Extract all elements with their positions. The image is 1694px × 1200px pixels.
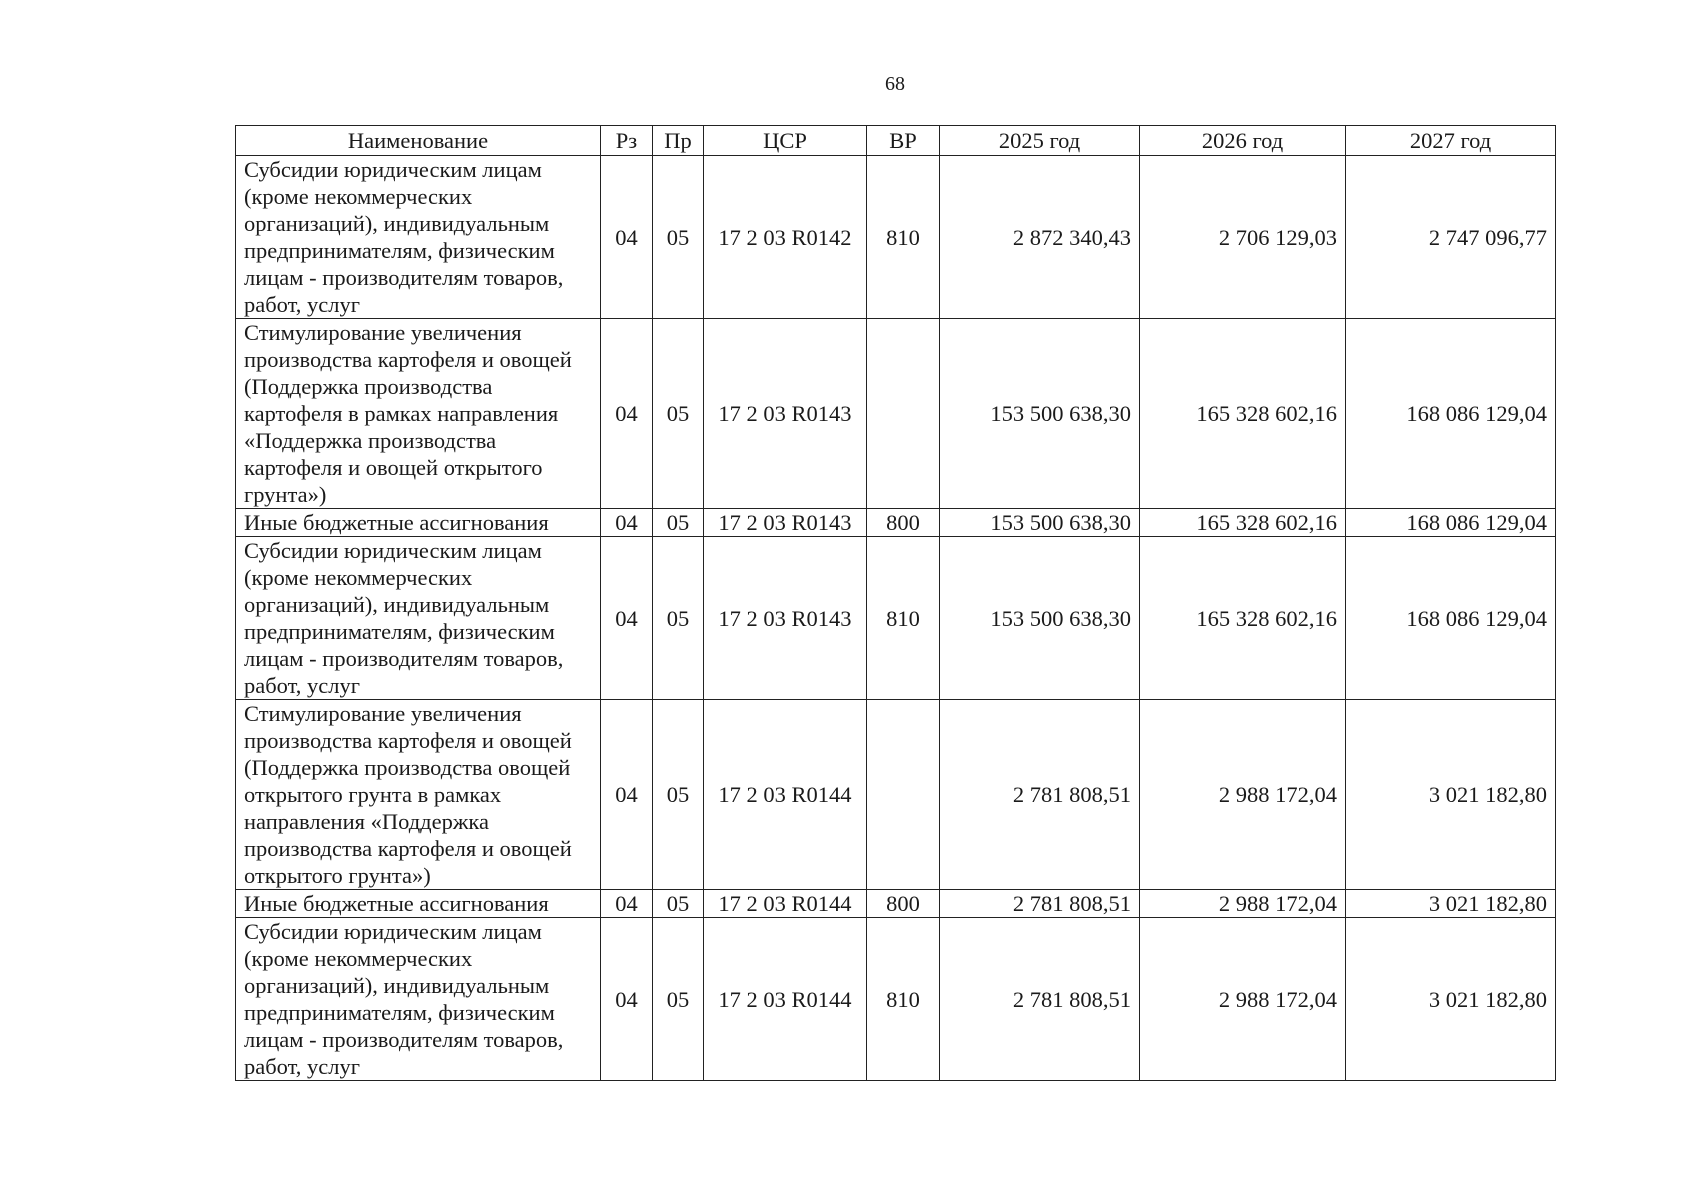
cell-pr: 05 (653, 509, 704, 537)
table-row (236, 890, 1556, 918)
cell-rz: 04 (601, 537, 653, 700)
header-pr: Пр (653, 126, 704, 156)
cell-2027: 2 747 096,77 (1346, 156, 1556, 319)
cell-rz: 04 (601, 700, 653, 890)
cell-name: Субсидии юридическим лицам (кроме некоммерческих организаций), индивидуальным предпринимателям, физическим лицам - производителям товаров, работ, услуг (236, 156, 601, 319)
cell-rz: 04 (601, 890, 653, 918)
page-number: 68 (885, 73, 905, 95)
cell-2026: 2 988 172,04 (1140, 918, 1346, 1081)
header-csr: ЦСР (704, 126, 867, 156)
header-2027: 2027 год (1346, 126, 1556, 156)
cell-pr: 05 (653, 918, 704, 1081)
cell-csr: 17 2 03 R0144 (704, 890, 867, 918)
cell-2027: 168 086 129,04 (1346, 537, 1556, 700)
cell-rz: 04 (601, 918, 653, 1081)
cell-2027: 3 021 182,80 (1346, 918, 1556, 1081)
table-row (236, 918, 1556, 1081)
header-name: Наименование (236, 126, 601, 156)
cell-csr: 17 2 03 R0142 (704, 156, 867, 319)
cell-csr: 17 2 03 R0144 (704, 918, 867, 1081)
cell-2025: 153 500 638,30 (940, 319, 1140, 509)
cell-2026: 2 988 172,04 (1140, 700, 1346, 890)
cell-2027: 3 021 182,80 (1346, 700, 1556, 890)
cell-2026: 2 706 129,03 (1140, 156, 1346, 319)
cell-name: Иные бюджетные ассигнования (236, 509, 601, 537)
cell-2025: 2 872 340,43 (940, 156, 1140, 319)
cell-name: Стимулирование увеличения производства картофеля и овощей (Поддержка производства овощей открытого грунта в рамках направления «Поддержка производства картофеля и овощей открытого грунта») (236, 700, 601, 890)
cell-name: Стимулирование увеличения производства картофеля и овощей (Поддержка производства картофеля в рамках направления «Поддержка производства картофеля и овощей открытого грунта») (236, 319, 601, 509)
cell-2026: 165 328 602,16 (1140, 537, 1346, 700)
cell-name: Иные бюджетные ассигнования (236, 890, 601, 918)
cell-vr (867, 700, 940, 890)
cell-csr: 17 2 03 R0143 (704, 319, 867, 509)
cell-vr: 810 (867, 537, 940, 700)
cell-pr: 05 (653, 890, 704, 918)
cell-name: Субсидии юридическим лицам (кроме некоммерческих организаций), индивидуальным предпринимателям, физическим лицам - производителям товаров, работ, услуг (236, 537, 601, 700)
cell-2025: 153 500 638,30 (940, 509, 1140, 537)
cell-pr: 05 (653, 156, 704, 319)
table-row (236, 537, 1556, 700)
cell-2025: 2 781 808,51 (940, 890, 1140, 918)
cell-csr: 17 2 03 R0143 (704, 537, 867, 700)
cell-pr: 05 (653, 700, 704, 890)
cell-2025: 153 500 638,30 (940, 537, 1140, 700)
cell-2026: 2 988 172,04 (1140, 890, 1346, 918)
table-header-row (236, 126, 1556, 156)
table-row (236, 319, 1556, 509)
header-2025: 2025 год (940, 126, 1140, 156)
cell-2025: 2 781 808,51 (940, 700, 1140, 890)
header-2026: 2026 год (1140, 126, 1346, 156)
cell-rz: 04 (601, 156, 653, 319)
cell-vr: 800 (867, 890, 940, 918)
table-row (236, 156, 1556, 319)
cell-pr: 05 (653, 319, 704, 509)
cell-vr: 810 (867, 156, 940, 319)
cell-2027: 168 086 129,04 (1346, 509, 1556, 537)
cell-pr: 05 (653, 537, 704, 700)
cell-rz: 04 (601, 319, 653, 509)
cell-csr: 17 2 03 R0143 (704, 509, 867, 537)
header-rz: Рз (601, 126, 653, 156)
header-vr: ВР (867, 126, 940, 156)
cell-vr: 810 (867, 918, 940, 1081)
budget-table (235, 125, 1556, 1081)
cell-rz: 04 (601, 509, 653, 537)
cell-csr: 17 2 03 R0144 (704, 700, 867, 890)
cell-2027: 3 021 182,80 (1346, 890, 1556, 918)
cell-2025: 2 781 808,51 (940, 918, 1140, 1081)
cell-vr: 800 (867, 509, 940, 537)
table-row (236, 509, 1556, 537)
cell-vr (867, 319, 940, 509)
cell-2026: 165 328 602,16 (1140, 509, 1346, 537)
cell-2027: 168 086 129,04 (1346, 319, 1556, 509)
table-row (236, 700, 1556, 890)
cell-name: Субсидии юридическим лицам (кроме некоммерческих организаций), индивидуальным предпринимателям, физическим лицам - производителям товаров, работ, услуг (236, 918, 601, 1081)
cell-2026: 165 328 602,16 (1140, 319, 1346, 509)
